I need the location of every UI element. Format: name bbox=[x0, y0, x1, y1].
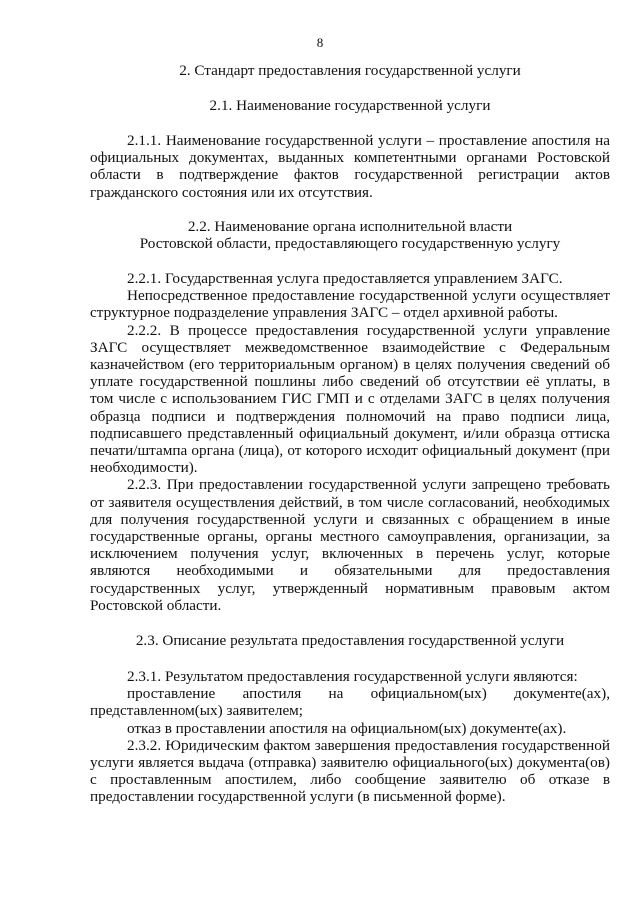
subsection-heading-2-2-line-2: Ростовской области, предоставляющего государственную услугу bbox=[139, 235, 561, 253]
section-heading-2: 2. Стандарт предоставления государственной услуги bbox=[179, 62, 521, 79]
paragraph-2-2-3: 2.2.3. При предоставлении государственной услуги запрещено требовать от заявителя осуществления действий, в том числе согласований, необходимых для получения государственной услуги и связанных с обращением в иные государственные органы, органы местного самоуправления, организации, за исключением получения услуг, включенных в перечень услуг, которые являются необходимыми и обязательными для предоставления государственных услуг, утвержденный нормативным правовым актом Ростовской области. bbox=[90, 476, 610, 614]
paragraph-2-3-1-item-2: отказ в проставлении апостиля на официальном(ых) документе(ах). bbox=[127, 719, 567, 737]
paragraph-block-2-2 bbox=[90, 270, 610, 614]
paragraph-2-2-2: 2.2.2. В процессе предоставления государственной услуги управление ЗАГС осуществляет межведомственное взаимодействие с Федеральным казначейством (его территориальным органом) в целях получения сведений об уплате государственной пошлины либо сведений об отсутствии её уплаты, в том числе с использованием ГИС ГМП и с отделами ЗАГС в целях получения образца подписи и подтверждения полномочий на право подписи лица, подписавшего представленный официальный документ, и/или образца оттиска печати/штампа органа (лица), от которого исходит официальный документ (при необходимости). bbox=[90, 321, 610, 477]
paragraph-2-3-1-item-1: проставление апостиля на официальном(ых) документе(ах), представленном(ых) заявителем; bbox=[90, 685, 610, 720]
subsection-heading-2-3: 2.3. Описание результата предоставления государственной услуги bbox=[135, 632, 565, 649]
paragraph-2-1-1: 2.1.1. Наименование государственной услуги – проставление апостиля на официальных документах, выданных компетентными органами Ростовской области в подтверждение фактов государственной регистрации актов гражданского состояния или их отсутствия. bbox=[90, 132, 610, 201]
subsection-heading-2-2-line-1: 2.2. Наименование органа исполнительной власти bbox=[187, 218, 513, 235]
paragraph-2-3-2: 2.3.2. Юридическим фактом завершения предоставления государственной услуги является выдача (отправка) заявителю официального(ых) документа(ов) с проставленным апостилем, либо сообщение заявителю об отказе в предоставлении государственной услуги (в письменной форме). bbox=[90, 736, 610, 806]
subsection-heading-2-2 bbox=[90, 218, 610, 252]
page-number: 8 bbox=[316, 35, 324, 50]
paragraph-block-2-3 bbox=[90, 668, 610, 806]
paragraph-2-3-1: 2.3.1. Результатом предоставления государственной услуги являются: bbox=[127, 668, 578, 685]
paragraph-2-2-1: 2.2.1. Государственная услуга предоставляется управлением ЗАГС. bbox=[127, 270, 563, 287]
paragraph-2-2-1-continued: Непосредственное предоставление государственной услуги осуществляет структурное подразделение управления ЗАГС – отдел архивной работы. bbox=[90, 287, 610, 322]
subsection-heading-2-1: 2.1. Наименование государственной услуги bbox=[209, 97, 491, 114]
paragraph-block-2-1 bbox=[90, 132, 610, 201]
